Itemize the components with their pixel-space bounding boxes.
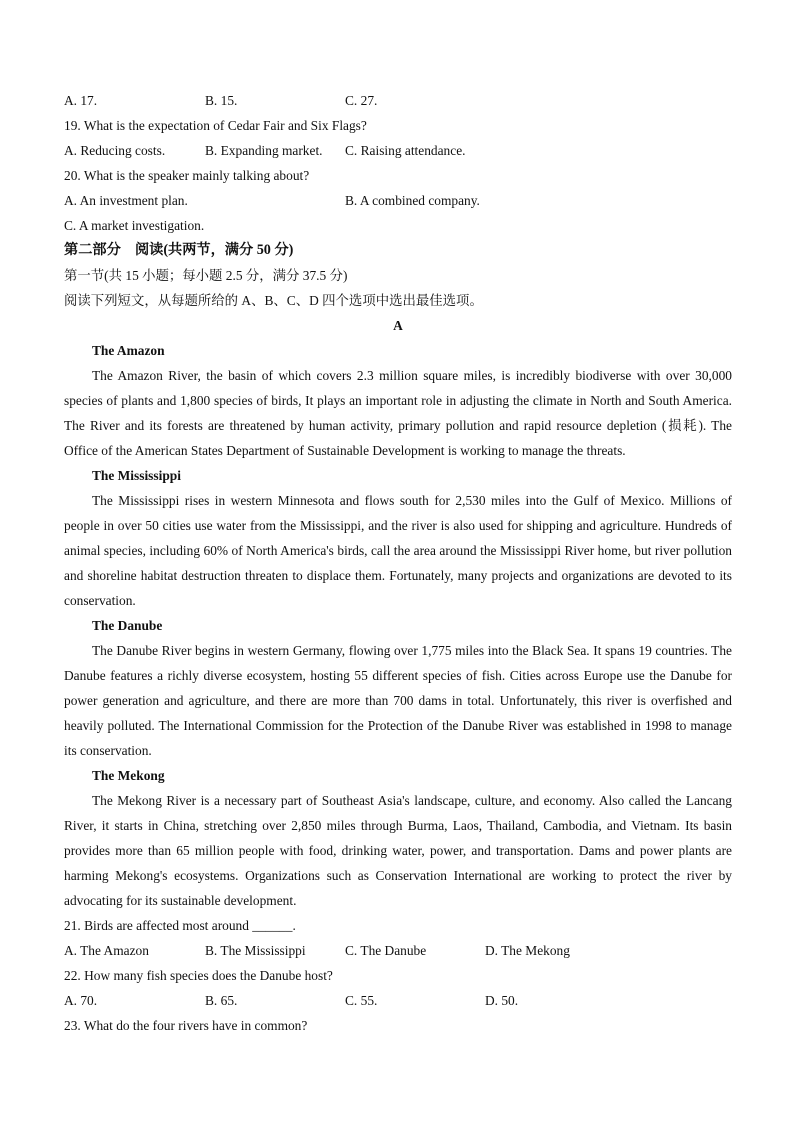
q21-option-d: D. The Mekong <box>485 943 570 958</box>
q18-options <box>64 88 732 113</box>
q21-question: 21. Birds are affected most around ______. <box>64 918 296 933</box>
q22-option-c: C. 55. <box>345 993 378 1008</box>
q21-option-a: A. The Amazon <box>64 943 149 958</box>
heading-amazon: The Amazon <box>92 343 165 358</box>
paragraph-danube: The Danube River begins in western Germany, flowing over 1,775 miles into the Black Sea. It spans 19 countries. The Danube features a richly diverse ecosystem, hosting 55 different species of fish. Cities across Europe use the Danube for power generation and agriculture, and there are more than 700 dams in total. Unfortunately, this river is overfished and heavily polluted. The International Commission for the Protection of the Danube River was established in 1998 to manage its conservation. <box>64 643 732 758</box>
reading-instruction: 阅读下列短文，从每题所给的 A、B、C、D 四个选项中选出最佳选项。 <box>64 293 483 308</box>
paragraph-mekong: The Mekong River is a necessary part of Southeast Asia's landscape, culture, and economy. Also called the Lancang River, it starts in China, stretching over 2,850 miles through Burma, Laos, Thailand, Cambodia, and Vietnam. Its basin provides more than 65 million people with food, drinking water, power, and transportation. Dams and power plants are harming Mekong's ecosystems. Organizations such as Conservation International are working to protect the river by advocating for its sustainable development. <box>64 793 732 908</box>
exam-page <box>64 88 732 1038</box>
q19-option-a: A. Reducing costs. <box>64 143 166 158</box>
q20-question: 20. What is the speaker mainly talking about? <box>64 168 310 183</box>
q21-option-b: B. The Mississippi <box>205 943 306 958</box>
heading-mississippi: The Mississippi <box>92 468 181 483</box>
q22-option-d: D. 50. <box>485 993 519 1008</box>
passage-letter: A <box>393 318 403 333</box>
q22-options <box>64 988 732 1013</box>
q18-option-b: B. 15. <box>205 93 238 108</box>
q18-option-c: C. 27. <box>345 93 378 108</box>
heading-danube: The Danube <box>92 618 163 633</box>
q22-option-a: A. 70. <box>64 993 98 1008</box>
q18-option-a: A. 17. <box>64 93 98 108</box>
q20-options-row2 <box>64 213 732 238</box>
q22-option-b: B. 65. <box>205 993 238 1008</box>
q19-options <box>64 138 732 163</box>
section1-heading: 第一节(共 15 小题；每小题 2.5 分，满分 37.5 分) <box>64 268 348 283</box>
q22-question: 22. How many fish species does the Danube host? <box>64 968 333 983</box>
q20-option-b: B. A combined company. <box>345 193 480 208</box>
paragraph-amazon: The Amazon River, the basin of which covers 2.3 million square miles, is incredibly biodiverse with over 30,000 species of plants and 1,800 species of birds, It plays an important role in adjusting the climate in North and South America. The River and its forests are threatened by human activity, primary pollution and rapid resource depletion (损耗). The Office of the American States Department of Sustainable Development is working to manage the threats. <box>64 368 732 458</box>
heading-mekong: The Mekong <box>92 768 165 783</box>
part2-title: 第二部分 阅读(共两节，满分 50 分) <box>64 242 294 258</box>
q23-question: 23. What do the four rivers have in common? <box>64 1018 308 1033</box>
q20-option-a: A. An investment plan. <box>64 193 188 208</box>
q21-option-c: C. The Danube <box>345 943 427 958</box>
q19-question: 19. What is the expectation of Cedar Fair and Six Flags? <box>64 118 367 133</box>
q20-option-c: C. A market investigation. <box>64 218 205 233</box>
q20-options-row1 <box>64 188 732 213</box>
q19-option-b: B. Expanding market. <box>205 143 323 158</box>
q21-options <box>64 938 732 963</box>
q19-option-c: C. Raising attendance. <box>345 143 466 158</box>
paragraph-mississippi: The Mississippi rises in western Minnesota and flows south for 2,530 miles into the Gulf of Mexico. Millions of people in over 50 cities use water from the Mississippi, and the river is also used for shipping and agriculture. Hundreds of animal species, including 60% of North America's birds, call the area around the Mississippi River home, but river pollution and shoreline habitat destruction threaten to displace them. Fortunately, many projects and organizations are devoted to its conservation. <box>64 493 732 608</box>
